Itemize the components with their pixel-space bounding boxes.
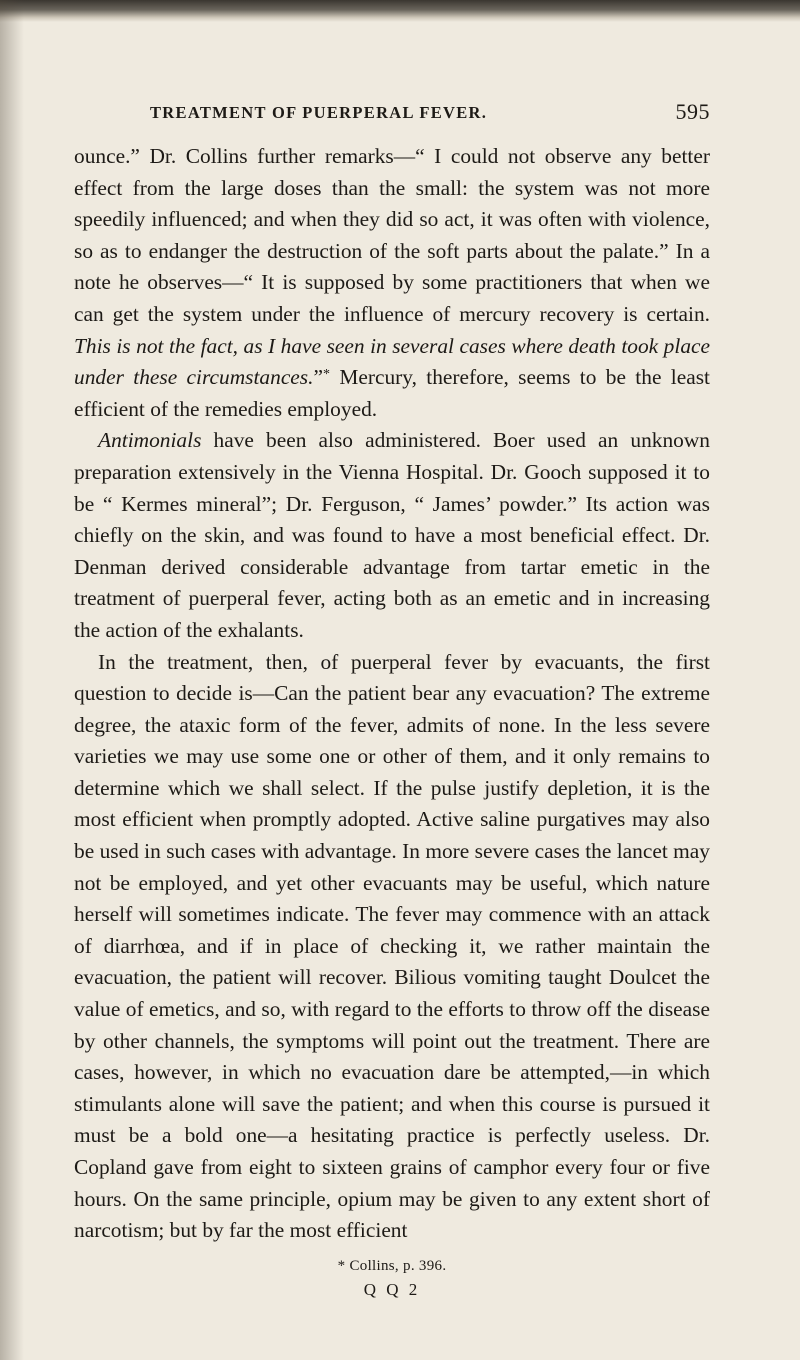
signature-mark: Q Q 2	[363, 1280, 421, 1299]
footnote-marker: *	[322, 367, 330, 383]
page-number: 595	[675, 99, 710, 124]
running-title: TREATMENT OF PUERPERAL FEVER.	[150, 103, 488, 122]
text-segment: ounce.” Dr. Collins further remarks—“ I could not observe any better effect from the large doses than the small: the system was not more speedily influenced; and when they did so act, it was often with violence, so as to endanger the destruction of the soft parts about the palate.” In a note he observes—“ It is supposed by some practitioners that when we can get the system under the influence of mercury recovery is certain.	[74, 144, 710, 326]
text-segment: have been also administered. Boer used an unknown preparation extensively in the Vienna Hospital. Dr. Gooch supposed it to be “ Kermes mineral”; Dr. Ferguson, “ James’ powder.” Its action was chiefly on the skin, and was found to have a most beneficial effect. Dr. Denman derived considerable advantage from tartar emetic in the treatment of puerperal fever, acting both as an emetic and in increasing the action of the exhalants.	[74, 428, 710, 642]
paragraph	[74, 141, 710, 425]
paragraph	[74, 647, 710, 1247]
text-segment: In the treatment, then, of puerperal fever by evacuants, the first question to decide is—Can the patient bear any evacuation? The extreme degree, the ataxic form of the fever, admits of none. In the less severe varieties we may use some one or other of them, and it only remains to determine which we shall select. If the pulse justify depletion, it is the most efficient when promptly adopted. Active saline purgatives may also be used in such cases with advantage. In more severe cases the lancet may not be employed, and yet other evacuants may be useful, which nature herself will sometimes indicate. The fever may commence with an attack of diarrhœa, and if in place of checking it, we rather maintain the evacuation, the patient will recover. Bilious vomiting taught Doulcet the value of emetics, and so, with regard to the efforts to throw off the disease by other channels, the symptoms will point out the treatment. There are cases, however, in which no evacuation dare be attempted,—in which stimulants alone will save the patient; and when this course is pursued it must be a bold one—a hesitating practice is perfectly useless. Dr. Copland gave from eight to sixteen grains of camphor every four or five hours. On the same principle, opium may be given to any extent short of narcotism; but by far the most efficient	[74, 649, 710, 1243]
italic-text: This is not the fact, as I have seen in several cases where death took place under these circumstances.	[74, 333, 710, 390]
body-text	[74, 141, 710, 1247]
page-left-shadow	[0, 0, 24, 1360]
running-head	[74, 99, 710, 129]
book-page	[74, 0, 710, 1360]
italic-text: Antimonials	[98, 428, 202, 453]
footnote: * Collins, p. 396.	[337, 1258, 447, 1274]
text-segment: Mercury, therefore, seems to be the least efficient of the remedies employed.	[74, 365, 710, 421]
paragraph	[74, 425, 710, 646]
text-segment: ”	[313, 365, 323, 390]
